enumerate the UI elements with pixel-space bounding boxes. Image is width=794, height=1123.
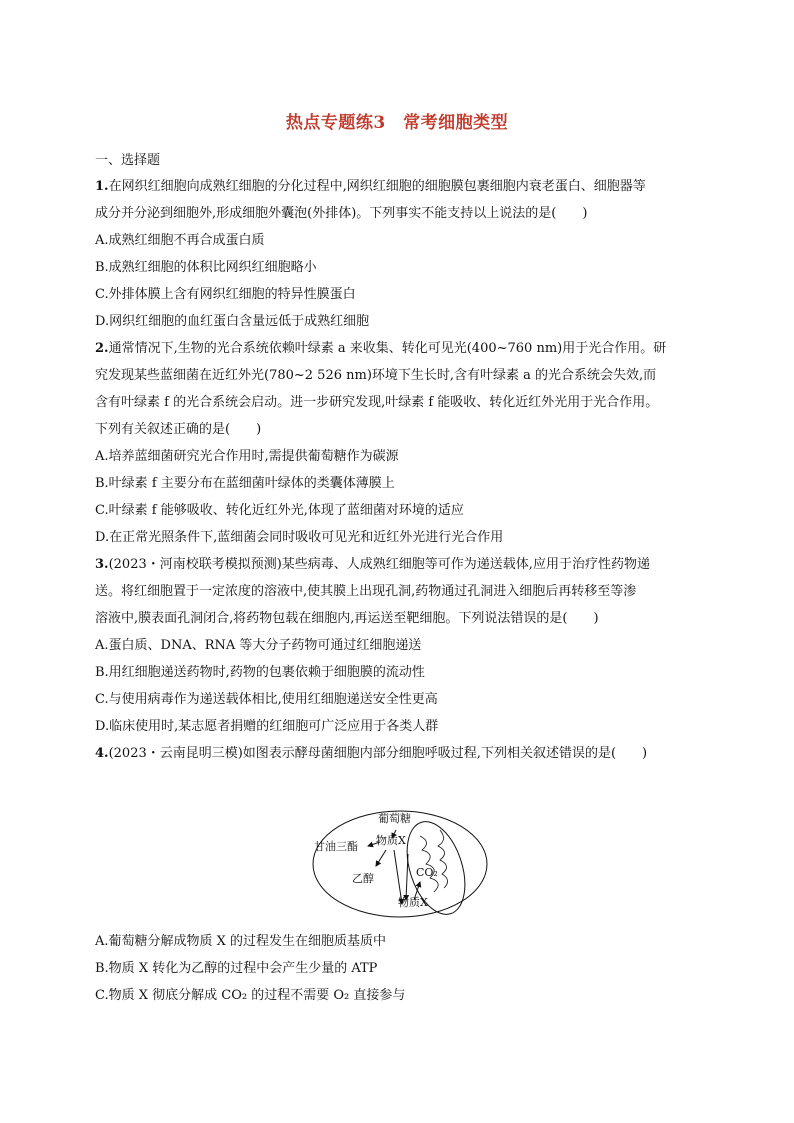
q3-option-d: D.临床使用时,某志愿者捐赠的红细胞可广泛应用于各类人群 — [95, 719, 439, 734]
q2-line-2: 究发现某些蓝细菌在近红外光(780~2 526 nm)环境下生长时,含有叶绿素 a 的光合系统会失效,而 — [95, 368, 657, 383]
q2-option-a: A.培养蓝细菌研究光合作用时,需提供葡萄糖作为碳源 — [95, 449, 399, 464]
label-glucose: 葡萄糖 — [378, 812, 411, 825]
q2-option-b: B.叶绿素 f 主要分布在蓝细菌叶绿体的类囊体薄膜上 — [95, 476, 395, 491]
x-to-ethanol-arrow — [376, 850, 386, 866]
q1-line-2: 成分并分泌到细胞外,形成细胞外囊泡(外排体)。下列事实不能支持以上说法的是( ) — [95, 206, 588, 221]
q4-option-c: C.物质 X 彻底分解成 CO₂ 的过程不需要 O₂ 直接参与 — [95, 988, 406, 1003]
page-title: 热点专题练3 常考细胞类型 — [285, 113, 509, 133]
q4-option-a: A.葡萄糖分解成物质 X 的过程发生在细胞质基质中 — [95, 934, 387, 949]
q4-number: 4. — [95, 746, 109, 761]
q2-line-4: 下列有关叙述正确的是( ) — [95, 422, 262, 437]
q1-line-1: 1.在网织红细胞向成熟红细胞的分化过程中,网织红细胞的细胞膜包裹细胞内衰老蛋白、细胞器等 — [95, 179, 646, 194]
q2-option-c: C.叶绿素 f 能够吸收、转化近红外光,体现了蓝细菌对环境的适应 — [95, 503, 464, 518]
label-substance-x: 物质X — [376, 834, 406, 847]
label-co2: CO₂ — [416, 866, 438, 879]
x-down-arrow — [406, 854, 408, 900]
q3-line-1: 3.(2023・河南校联考模拟预测)某些病毒、人成熟红细胞等可作为递送载体,应用于治疗性药物递 — [95, 557, 650, 572]
q1-option-b: B.成熟红细胞的体积比网织红细胞略小 — [95, 260, 317, 275]
q1-number: 1. — [95, 179, 109, 194]
q3-option-a: A.蛋白质、DNA、RNA 等大分子药物可通过红细胞递送 — [95, 638, 422, 653]
q1-option-c: C.外排体膜上含有网织红细胞的特异性膜蛋白 — [95, 287, 356, 302]
q3-line-2: 送。将红细胞置于一定浓度的溶液中,使其膜上出现孔洞,药物通过孔洞进入细胞后再转移至等渗 — [95, 584, 637, 599]
q2-line-1: 2.通常情况下,生物的光合系统依赖叶绿素 a 来收集、转化可见光(400~760 nm)用于光合作用。研 — [95, 341, 667, 356]
q1-option-d: D.网织红细胞的血红蛋白含量远低于成熟红细胞 — [95, 314, 370, 329]
q2-option-d: D.在正常光照条件下,蓝细菌会同时吸收可见光和近红外光进行光合作用 — [95, 530, 504, 545]
label-substance-x-mito: 物质X — [398, 896, 428, 909]
label-ethanol: 乙醇 — [352, 872, 374, 885]
yeast-respiration-diagram — [310, 808, 490, 920]
q2-line-3: 含有叶绿素 f 的光合系统会启动。进一步研究发现,叶绿素 f 能吸收、转化近红外光用于光合作用。 — [95, 395, 659, 410]
q1-option-a: A.成熟红细胞不再合成蛋白质 — [95, 233, 265, 248]
label-glycerol-triester: 甘油三酯 — [314, 840, 358, 853]
q3-number: 3. — [95, 557, 109, 572]
q2-number: 2. — [95, 341, 109, 356]
q3-option-b: B.用红细胞递送药物时,药物的包裹依赖于细胞膜的流动性 — [95, 665, 425, 680]
q3-option-c: C.与使用病毒作为递送载体相比,使用红细胞递送安全性更高 — [95, 692, 438, 707]
q3-line-3: 溶液中,膜表面孔洞闭合,将药物包载在细胞内,再运送至靶细胞。下列说法错误的是( ) — [95, 611, 599, 626]
section-heading: 一、选择题 — [95, 153, 161, 168]
q4-line-1: 4.(2023・云南昆明三模)如图表示酵母菌细胞内部分细胞呼吸过程,下列相关叙述错误的是( ) — [95, 746, 648, 761]
q4-option-b: B.物质 X 转化为乙醇的过程中会产生少量的 ATP — [95, 961, 378, 976]
